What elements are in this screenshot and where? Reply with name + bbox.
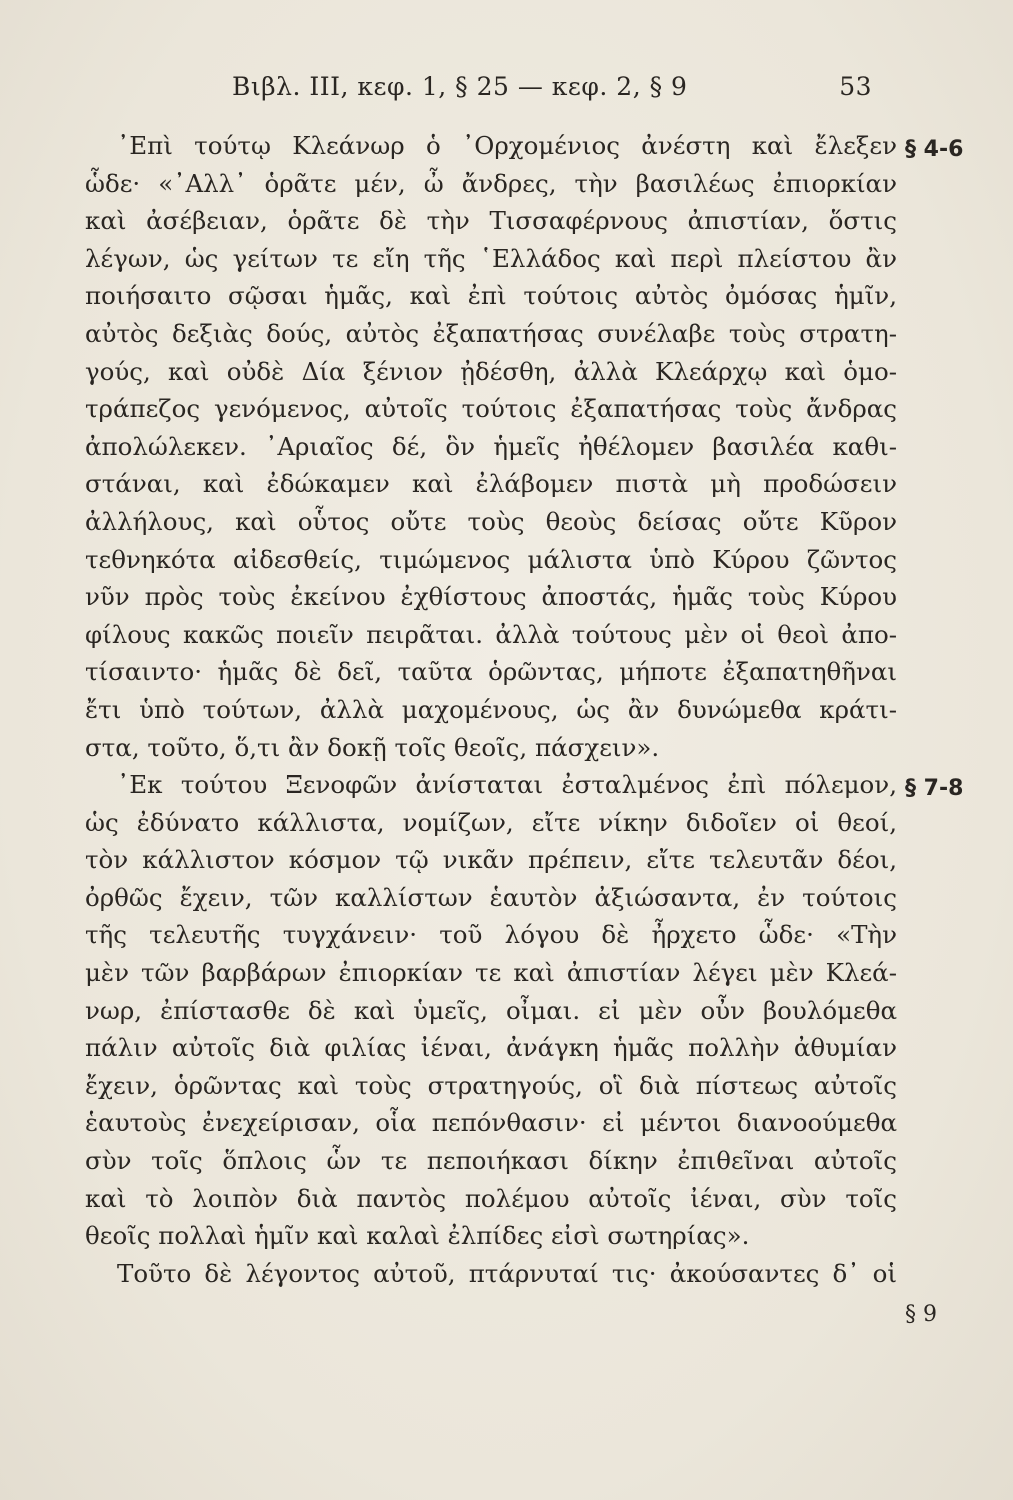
- text-line: τὸν κάλλιστον κόσμον τῷ νικᾶν πρέπειν, εἴτε τελευτᾶν δέοι,: [85, 845, 897, 875]
- text-line: λέγων, ὡς γείτων τε εἴη τῆς ῾Ελλάδος καὶ περὶ πλείστου ἂν: [85, 243, 897, 273]
- text-line: ὀρθῶς ἔχειν, τῶν καλλίστων ἑαυτὸν ἀξιώσαντα, ἐν τούτοις: [85, 882, 897, 912]
- text-line: ὡς ἐδύνατο κάλλιστα, νομίζων, εἴτε νίκην διδοῖεν οἱ θεοί,: [85, 807, 897, 837]
- text-line: καὶ τὸ λοιπὸν διὰ παντὸς πολέμου αὐτοῖς ἰέναι, σὺν τοῖς: [85, 1183, 897, 1213]
- text-line: ᾿Επὶ τούτῳ Κλεάνωρ ὁ ᾿Ορχομένιος ἀνέστη καὶ ἔλεξεν: [117, 131, 897, 160]
- text-line: γούς, καὶ οὐδὲ Δία ξένιον ᾐδέσθη, ἀλλὰ Κλεάρχῳ καὶ ὁμο-: [85, 356, 897, 386]
- text-line: ἀλλήλους, καὶ οὗτος οὔτε τοὺς θεοὺς δείσας οὔτε Κῦρον: [85, 506, 897, 536]
- page-number: 53: [839, 72, 872, 101]
- text-line: ἑαυτοὺς ἐνεχείρισαν, οἷα πεπόνθασιν· εἰ μέντοι διανοούμεθα: [85, 1108, 897, 1138]
- text-line: σὺν τοῖς ὅπλοις ὧν τε πεποιήκασι δίκην ἐπιθεῖναι αὐτοῖς: [85, 1146, 897, 1176]
- body-text: [85, 127, 897, 1292]
- text-line: ὧδε· «᾿Αλλ᾿ ὁρᾶτε μέν, ὦ ἄνδρες, τὴν βασιλέως ἐπιορκίαν: [85, 168, 897, 198]
- text-line: στάναι, καὶ ἐδώκαμεν καὶ ἐλάβομεν πιστὰ μὴ προδώσειν: [85, 469, 897, 499]
- text-line: αὐτὸς δεξιὰς δούς, αὐτὸς ἐξαπατήσας συνέλαβε τοὺς στρατη-: [85, 318, 897, 348]
- text-line: μὲν τῶν βαρβάρων ἐπιορκίαν τε καὶ ἀπιστίαν λέγει μὲν Κλεά-: [85, 958, 897, 988]
- text-line: τίσαιντο· ἡμᾶς δὲ δεῖ, ταῦτα ὁρῶντας, μήποτε ἐξαπατηθῆναι: [85, 657, 897, 687]
- margin-section-note: § 4-6: [905, 137, 964, 162]
- text-line: νῦν πρὸς τοὺς ἐκείνου ἐχθίστους ἀποστάς, ἡμᾶς τοὺς Κύρου: [85, 582, 897, 612]
- text-line: ἔτι ὑπὸ τούτων, ἀλλὰ μαχομένους, ὡς ἂν δυνώμεθα κράτι-: [85, 694, 897, 724]
- text-line: τῆς τελευτῆς τυγχάνειν· τοῦ λόγου δὲ ἦρχετο ὧδε· «Τὴν: [85, 920, 897, 950]
- text-line: ποιήσαιτο σῷσαι ἡμᾶς, καὶ ἐπὶ τούτοις αὐτὸς ὀμόσας ἡμῖν,: [85, 281, 897, 311]
- text-line: Τοῦτο δὲ λέγοντος αὐτοῦ, πτάρνυταί τις· ἀκούσαντες δ᾿ οἱ: [117, 1258, 897, 1288]
- text-line: ἀπολώλεκεν. ᾿Αριαῖος δέ, ὃν ἡμεῖς ἠθέλομεν βασιλέα καθι-: [85, 431, 897, 461]
- text-line: στα, τοῦτο, ὅ,τι ἂν δοκῇ τοῖς θεοῖς, πάσχειν».: [85, 732, 660, 762]
- text-line: τράπεζος γενόμενος, αὐτοῖς τούτοις ἐξαπατήσας τοὺς ἄνδρας: [85, 394, 897, 424]
- text-line: πάλιν αὐτοῖς διὰ φιλίας ἰέναι, ἀνάγκη ἡμᾶς πολλὴν ἀθυμίαν: [85, 1033, 897, 1063]
- text-line: νωρ, ἐπίστασθε δὲ καὶ ὑμεῖς, οἶμαι. εἰ μὲν οὖν βουλόμεθα: [85, 995, 897, 1025]
- text-line: ᾿Εκ τούτου Ξενοφῶν ἀνίσταται ἐσταλμένος ἐπὶ πόλεμον,: [117, 770, 897, 800]
- text-line: θεοῖς πολλαὶ ἡμῖν καὶ καλαὶ ἐλπίδες εἰσὶ σωτηρίας».: [85, 1221, 750, 1251]
- text-line: φίλους κακῶς ποιεῖν πειρᾶται. ἀλλὰ τούτους μὲν οἱ θεοὶ ἀπο-: [85, 619, 897, 649]
- text-line: τεθνηκότα αἰδεσθείς, τιμώμενος μάλιστα ὑπὸ Κύρου ζῶντος: [85, 544, 897, 574]
- margin-section-note: § 7-8: [905, 776, 964, 801]
- text-line: ἔχειν, ὁρῶντας καὶ τοὺς στρατηγούς, οἳ διὰ πίστεως αὐτοῖς: [85, 1070, 897, 1100]
- running-header: [232, 72, 872, 106]
- margin-section-note: § 9: [905, 1302, 937, 1327]
- header-title: Βιβλ. III, κεφ. 1, § 25 — κεφ. 2, § 9: [232, 72, 688, 101]
- text-line: καὶ ἀσέβειαν, ὁρᾶτε δὲ τὴν Τισσαφέρνους ἀπιστίαν, ὅστις: [85, 206, 897, 236]
